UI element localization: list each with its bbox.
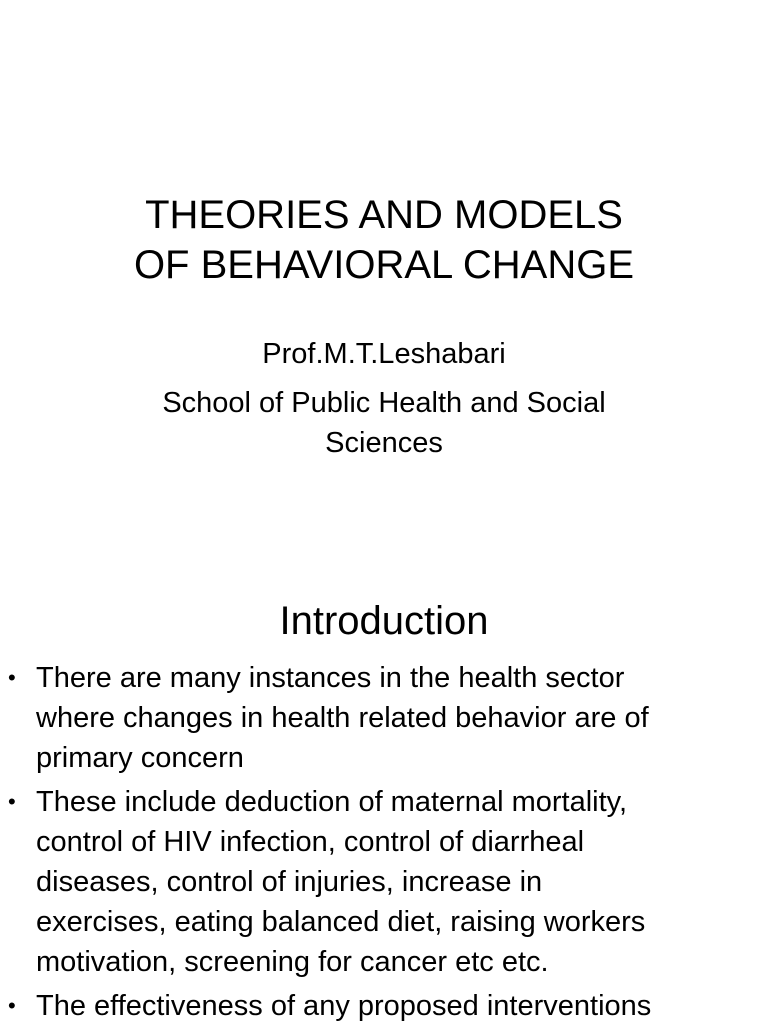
bullet-item <box>0 782 768 982</box>
slide-title-line: THEORIES AND MODELS <box>145 193 623 237</box>
affiliation-line: School of Public Health and Social <box>162 387 606 419</box>
bullet-text <box>36 782 768 982</box>
author-affiliation <box>0 383 768 463</box>
bullet-line: diseases, control of injuries, increase in <box>36 866 543 898</box>
bullet-icon: • <box>8 789 16 814</box>
slide-title <box>0 190 768 290</box>
bullet-item <box>0 658 768 778</box>
bullet-line: where changes in health related behavior are of <box>36 702 649 734</box>
title-slide <box>0 0 768 512</box>
bullet-line: control of HIV infection, control of diarrheal <box>36 826 585 858</box>
bullet-icon: • <box>8 993 16 1018</box>
section-heading: Introduction <box>279 599 489 643</box>
bullet-line: These include deduction of maternal mortality, <box>36 786 628 818</box>
introduction-slide <box>0 512 768 1024</box>
author-name: Prof.M.T.Leshabari <box>262 338 506 370</box>
bullet-list <box>0 658 768 1030</box>
bullet-line: The effectiveness of any proposed interventions <box>36 990 652 1022</box>
affiliation-line: Sciences <box>325 427 443 459</box>
bullet-text <box>36 986 768 1026</box>
bullet-text <box>36 658 768 778</box>
bullet-line: primary concern <box>36 742 244 774</box>
slide-title-line: OF BEHAVIORAL CHANGE <box>133 243 635 287</box>
bullet-line: exercises, eating balanced diet, raising workers <box>36 906 646 938</box>
bullet-icon: • <box>8 665 16 690</box>
bullet-item <box>0 986 768 1026</box>
bullet-line: motivation, screening for cancer etc etc. <box>36 946 549 978</box>
bullet-line: There are many instances in the health sector <box>36 662 625 694</box>
